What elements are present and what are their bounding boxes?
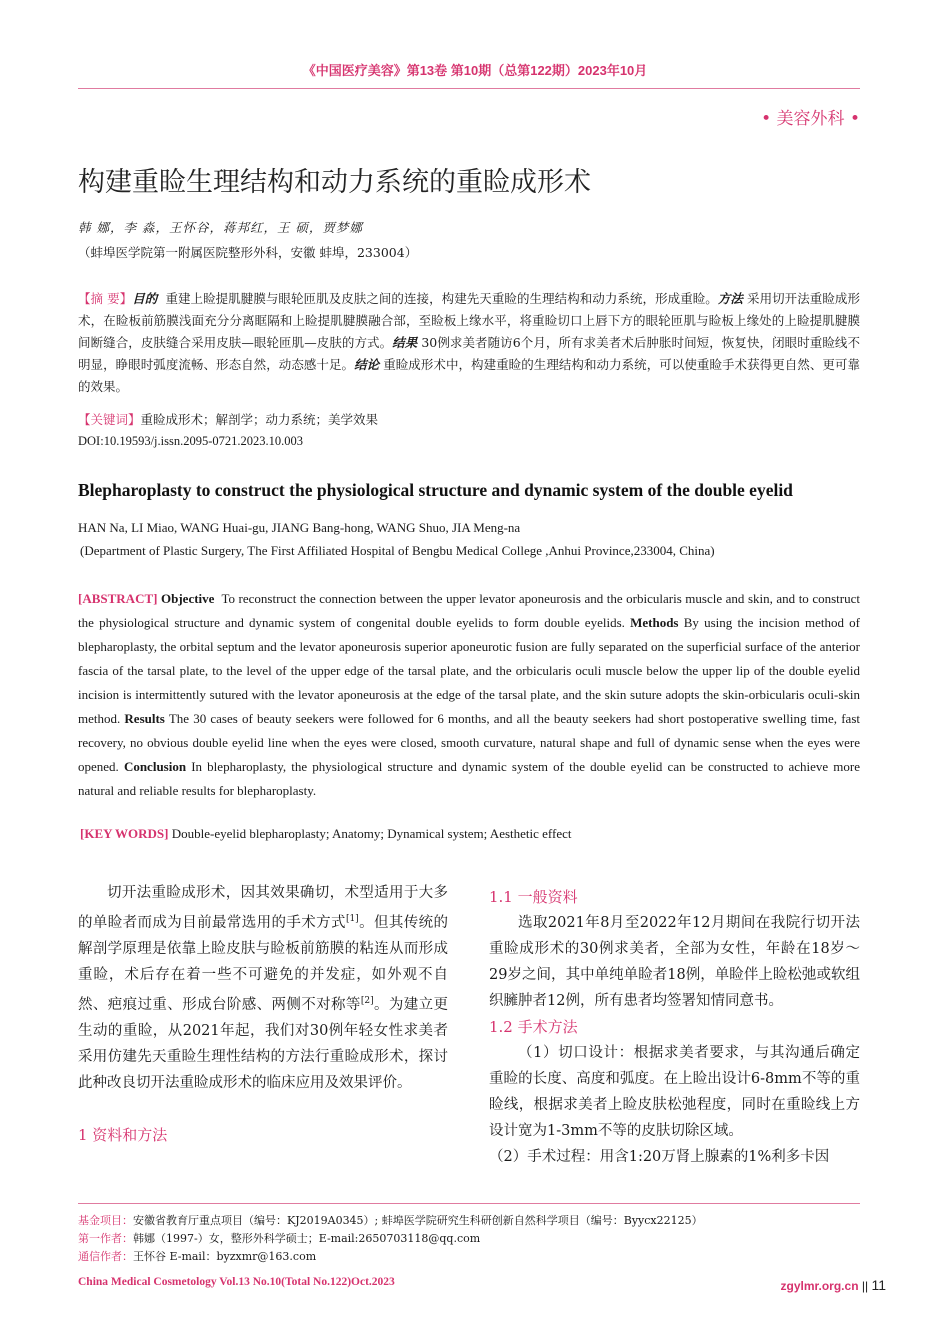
authors-en: HAN Na, LI Miao, WANG Huai-gu, JIANG Bang-hong, WANG Shuo, JIA Meng-na <box>78 520 521 535</box>
keywords-en <box>80 826 572 842</box>
footnotes <box>78 1212 703 1266</box>
intro-text-a: 切开法重睑成形术，因其效果确切，术型适用于大多的单睑者而成为目前最常选用的手术方式 <box>78 885 448 931</box>
results-label-cn: 结果 <box>392 335 418 350</box>
corresponding-note <box>78 1248 703 1266</box>
abstract-en-label: [ABSTRACT] <box>78 591 158 606</box>
conclusion-label-cn: 结论 <box>354 357 380 372</box>
abstract-cn <box>78 288 860 398</box>
methods-label-en: Methods <box>630 615 679 630</box>
conclusion-label-en: Conclusion <box>123 759 187 774</box>
objective-cn: 重建上睑提肌腱膜与眼轮匝肌及皮肤之间的连接，构建先天重睑的生理结构和动力系统，形成重睑。 <box>165 291 718 306</box>
keywords-cn-text: 重睑成形术；解剖学；动力系统；美学效果 <box>140 412 379 427</box>
subsection-heading-1-2: 1.2 手术方法 <box>489 1018 578 1036</box>
paragraph-1-2-a: （1）切口设计：根据求美者要求，与其沟通后确定重睑的长度、高度和弧度。在上睑出设计6-8mm不等的重睑线，根据求美者上睑皮肤松弛程度，同时在重睑线上方设计宽为1-3mm不等的皮肤切除区域。 <box>489 1045 860 1139</box>
intro-text-c: 。为建立更生动的重睑，从2021年起，我们对30例年轻女性求美者采用仿建先天重睑生理性结构的方法行重睑成形术，探讨此种改良切开法重睑成形术的临床应用及效果评价。 <box>78 996 449 1091</box>
section-tag: • 美容外科 • <box>761 109 860 129</box>
keywords-cn <box>78 410 378 428</box>
results-en: The 30 cases of beauty seekers were followed for 6 months, and all the beauty seekers had short postoperative swelling time, fast recovery, no obvious double eyelid line when the eyes were closed, smooth curvature, natural shape and full of dynamic sense when the eyes were opened. <box>78 711 860 774</box>
keywords-cn-label: 【关键词】 <box>78 412 141 427</box>
methods-en: By using the incision method of blepharoplasty, the orbital septum and the levator aponeurosis superior aponeurotic fusion are fully separated on the superficial surface of the anterior fascia of the tarsal plate, to the level of the upper edge of the tarsal plate, and the orbicularis oculi muscle below the upper lip of the double eyelid incision is intermittently sutured with the levator aponeurosis at the edge of the tarsal plate, and the skin suture adopts the skin-orbicularis oculi-skin method. <box>78 615 860 726</box>
footer-right <box>781 1277 887 1293</box>
conclusion-en: In blepharoplasty, the physiological structure and dynamic system of the double eyelid can be constructed to achieve more natural and reliable results for blepharoplasty. <box>78 759 860 798</box>
objective-en: To reconstruct the connection between the upper levator aponeurosis and the orbicularis muscle and skin, and to construct the physiological structure and dynamic system of congenital double eyelids to form double eyelids. <box>78 591 860 630</box>
methods-cn: 采用切开法重睑成形术，在睑板前筋膜浅面充分分离眶隔和上睑提肌腱膜融合部，至睑板上缘水平，将重睑切口上唇下方的眼轮匝肌与睑板上缘处的上睑提肌腱膜间断缝合，皮肤缝合采用皮肤—眼轮匝肌—皮肤的方式。 <box>78 291 860 350</box>
first-author-label: 第一作者： <box>78 1232 133 1245</box>
intro-text-b: 。但其传统的解剖学原理是依靠上睑皮肤与睑板前筋膜的粘连从而形成重睑，术后存在着一些不可避免的并发症，如外观不自然、疤痕过重、形成台阶感、两侧不对称等 <box>78 914 448 1013</box>
subsection-heading-1-1: 1.1 一般资料 <box>489 888 578 906</box>
objective-label-en: Objective <box>161 591 215 606</box>
authors-cn: 韩 娜，李 淼，王怀谷，蒋邦红，王 硕，贾梦娜 <box>78 220 363 235</box>
objective-label-cn: 目的 <box>132 291 158 306</box>
citation-1: [1] <box>345 914 359 924</box>
citation-2: [2] <box>360 995 374 1006</box>
article-title-en: Blepharoplasty to construct the physiological structure and dynamic system of the double eyelid <box>78 480 793 500</box>
journal-header: 《中国医疗美容》第13卷 第10期（总第122期）2023年10月 <box>302 63 648 78</box>
paragraph-1-1: 选取2021年8月至2022年12月期间在我院行切开法重睑成形术的30例求美者，全部为女性，年龄在18岁～29岁之间，其中单纯单睑者18例，单睑伴上睑松弛或软组织臃肿者12例，所有患者均签署知情同意书。 <box>489 915 860 1009</box>
keywords-en-label: [KEY WORDS] <box>80 826 169 841</box>
footer-site: zgylmr.org.cn <box>780 1279 859 1293</box>
section-heading-1: 1 资料和方法 <box>78 1125 168 1144</box>
results-label-en: Results <box>124 711 165 726</box>
article-title-cn: 构建重睑生理结构和动力系统的重睑成形术 <box>78 167 591 198</box>
first-author-text: 韩娜（1997-）女，整形外科学硕士；E-mail:2650703118@qq.com <box>133 1232 481 1245</box>
affiliation-cn: （蚌埠医学院第一附属医院整形外科，安徽 蚌埠，233004） <box>78 245 418 260</box>
doi: DOI:10.19593/j.issn.2095-0721.2023.10.003 <box>78 434 303 448</box>
corresponding-text: 王怀谷 E-mail：byzxmr@163.com <box>133 1250 317 1263</box>
methods-label-cn: 方法 <box>717 291 743 306</box>
page-number: 11 <box>871 1277 886 1293</box>
body-left-column <box>78 880 448 1148</box>
intro-paragraph <box>78 880 448 1096</box>
corresponding-label: 通信作者： <box>78 1250 133 1263</box>
abstract-cn-label: 【摘 要】 <box>78 291 133 306</box>
header-rule <box>78 88 860 89</box>
keywords-en-text: Double-eyelid blepharoplasty; Anatomy; Dynamical system; Aesthetic effect <box>171 826 572 841</box>
fund-text: 安徽省教育厅重点项目（编号：KJ2019A0345）; 蚌埠医学院研究生科研创新自然科学项目（编号：Byycx22125） <box>133 1214 703 1227</box>
footer-journal-en: China Medical Cosmetology Vol.13 No.10(Total No.122)Oct.2023 <box>78 1276 395 1288</box>
body-right-column <box>489 884 860 1170</box>
fund-note <box>78 1212 703 1230</box>
conclusion-cn: 重睑成形术中，构建重睑的生理结构和动力系统，可以使重睑手术获得更自然、更可靠的效果。 <box>78 357 860 394</box>
footer-separator: || <box>861 1279 869 1293</box>
affiliation-en: (Department of Plastic Surgery, The First Affiliated Hospital of Bengbu Medical College ,Anhui Province,233004, China) <box>80 543 715 558</box>
first-author-note <box>78 1230 703 1248</box>
results-cn: 30例求美者随访6个月，所有求美者术后肿胀时间短，恢复快，闭眼时重睑线不明显，睁眼时弧度流畅、形态自然，动态感十足。 <box>78 335 860 372</box>
footnote-rule <box>78 1203 860 1204</box>
paragraph-1-2-b: （2）手术过程：用含1:20万肾上腺素的1%利多卡因 <box>489 1149 830 1165</box>
abstract-en <box>78 587 860 803</box>
fund-label: 基金项目： <box>78 1214 133 1227</box>
